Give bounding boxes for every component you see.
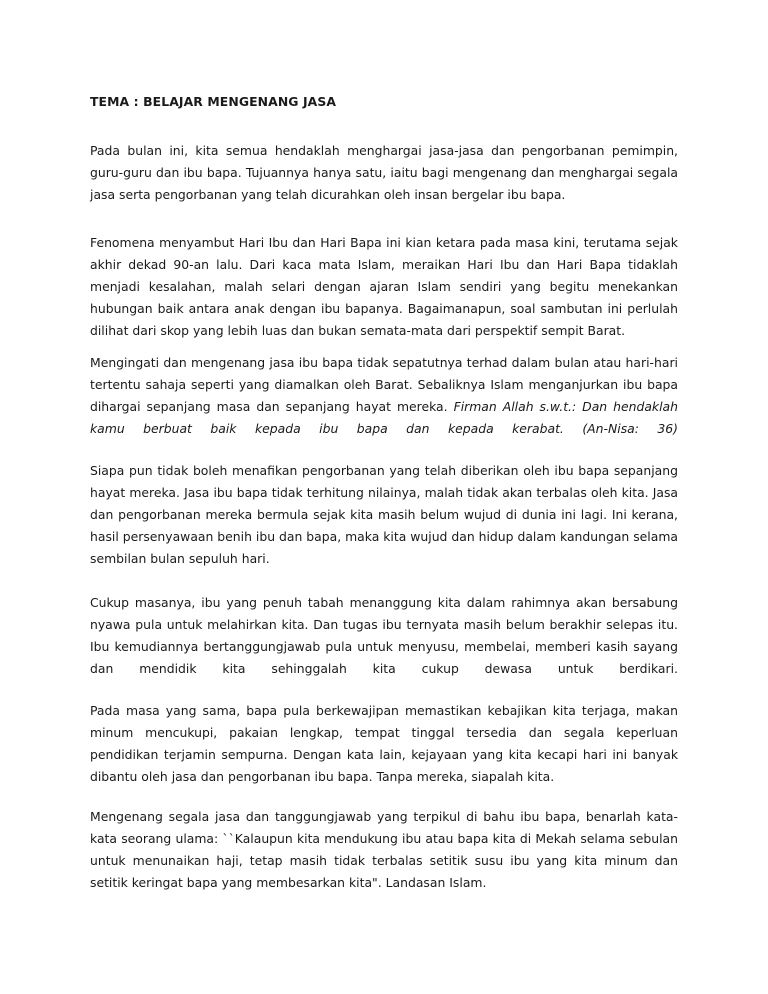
paragraph-3-text: Mengingati dan mengenang jasa ibu bapa tidak sepatutnya terhad dalam bulan atau hari-hari tertentu sahaja seperti yang diamalkan oleh Barat. Sebaliknya Islam menganjurkan ibu bapa dihargai sepanjang masa dan sepanjang hayat mereka. [90,355,678,414]
paragraph-2-text: Fenomena menyambut Hari Ibu dan Hari Bapa ini kian ketara pada masa kini, terutama sejak akhir dekad 90-an lalu. Dari kaca mata Islam, meraikan Hari Ibu dan Hari Bapa tidaklah menjadi kesalahan, malah selari dengan ajaran Islam sendiri yang begitu menekankan hubungan baik antara anak dengan ibu bapanya. Bagaimanapun, soal sambutan ini perlulah dilihat dari skop yang lebih luas dan bukan semata-mata dari perspektif sempit Barat. [90,235,678,338]
paragraph-1 [90,140,678,206]
paragraph-3-quote: Firman Allah s.w.t.: Dan hendaklah kamu berbuat baik kepada ibu bapa dan kepada kerabat. (An-Nisa: 36) [90,399,678,436]
paragraph-7 [90,806,678,894]
paragraph-5-text: Cukup masanya, ibu yang penuh tabah menanggung kita dalam rahimnya akan bersabung nyawa pula untuk melahirkan kita. Dan tugas ibu ternyata masih belum berakhir selepas itu. Ibu kemudiannya bertanggungjawab pula untuk menyusu, membelai, memberi kasih sayang dan mendidik kita sehinggalah kita cukup dewasa untuk berdikari. [90,595,678,676]
paragraph-1-text: Pada bulan ini, kita semua hendaklah menghargai jasa-jasa dan pengorbanan pemimpin, guru-guru dan ibu bapa. Tujuannya hanya satu, iaitu bagi mengenang dan menghargai segala jasa serta pengorbanan yang telah dicurahkan oleh insan bergelar ibu bapa. [90,143,678,202]
paragraph-4-text: Siapa pun tidak boleh menafikan pengorbanan yang telah diberikan oleh ibu bapa sepanjang hayat mereka. Jasa ibu bapa tidak terhitung nilainya, malah tidak akan terbalas oleh kita. Jasa dan pengorbanan mereka bermula sejak kita masih belum wujud di dunia ini lagi. Ini kerana, hasil persenyawaan benih ibu dan bapa, maka kita wujud dan hidup dalam kandungan selama sembilan bulan sepuluh hari. [90,463,678,566]
paragraph-4 [90,460,678,570]
paragraph-2 [90,232,678,342]
paragraph-5 [90,592,678,680]
paragraph-6 [90,700,678,788]
document-title: TEMA : BELAJAR MENGENANG JASA [90,94,337,109]
paragraph-3 [90,352,678,440]
paragraph-7-text: Mengenang segala jasa dan tanggungjawab yang terpikul di bahu ibu bapa, benarlah kata-kata seorang ulama: ``Kalaupun kita mendukung ibu atau bapa kita di Mekah selama sebulan untuk menunaikan haji, tetap masih tidak terbalas setitik susu ibu yang kita minum dan setitik keringat bapa yang membesarkan kita". Landasan Islam. [90,809,678,890]
paragraph-6-text: Pada masa yang sama, bapa pula berkewajipan memastikan kebajikan kita terjaga, makan minum mencukupi, pakaian lengkap, tempat tinggal tersedia dan segala keperluan pendidikan terjamin sempurna. Dengan kata lain, kejayaan yang kita kecapi hari ini banyak dibantu oleh jasa dan pengorbanan ibu bapa. Tanpa mereka, siapalah kita. [90,703,678,784]
